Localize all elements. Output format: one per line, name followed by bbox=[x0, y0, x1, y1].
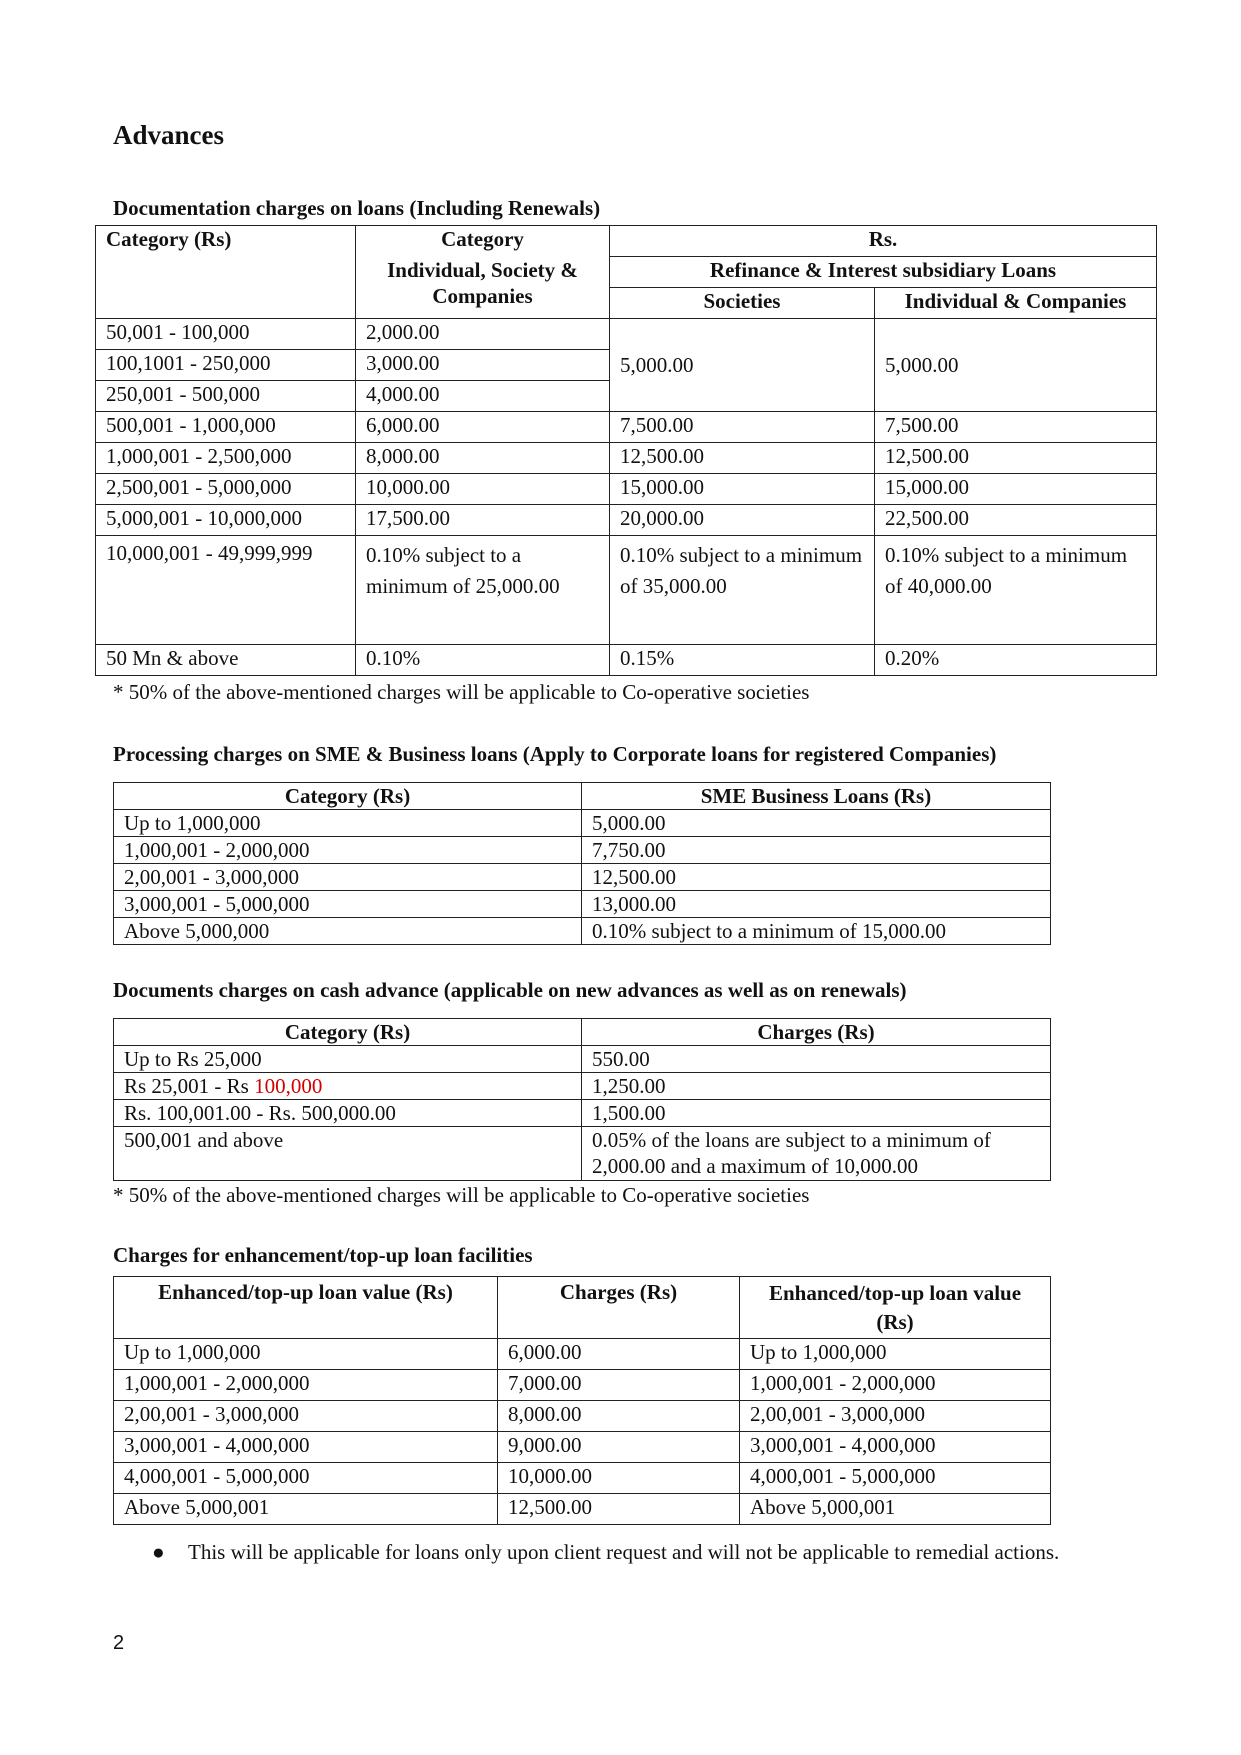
header-enhanced-value-2: Enhanced/top-up loan value (Rs) bbox=[740, 1277, 1051, 1339]
charge-cell: 7,750.00 bbox=[582, 837, 1051, 864]
header-individual-society-companies: Individual, Society & Companies bbox=[356, 257, 610, 319]
table-row bbox=[96, 505, 1157, 536]
table-row bbox=[114, 1432, 1051, 1463]
header-charges-rs: Charges (Rs) bbox=[582, 1019, 1051, 1046]
table-row bbox=[114, 864, 1051, 891]
value-cell: Above 5,000,001 bbox=[740, 1494, 1051, 1525]
value-cell: Up to 1,000,000 bbox=[740, 1339, 1051, 1370]
societies-merged-cell: 5,000.00 bbox=[610, 319, 875, 412]
value-cell: 3,000,001 - 4,000,000 bbox=[740, 1432, 1051, 1463]
header-sme-business-loans: SME Business Loans (Rs) bbox=[582, 783, 1051, 810]
societies-cell: 15,000.00 bbox=[610, 474, 875, 505]
societies-cell: 0.10% subject to a minimum of 35,000.00 bbox=[610, 536, 875, 645]
processing-charges-title: Processing charges on SME & Business loans (Apply to Corporate loans for registered Companies) bbox=[113, 742, 997, 766]
header-individual-companies: Individual & Companies bbox=[875, 288, 1157, 319]
charge-cell: 12,500.00 bbox=[498, 1494, 740, 1525]
charge-cell: 9,000.00 bbox=[498, 1432, 740, 1463]
page-number: 2 bbox=[113, 1632, 125, 1654]
documentation-charges-table bbox=[95, 225, 1157, 676]
charge-cell: 13,000.00 bbox=[582, 891, 1051, 918]
individual-cell: 10,000.00 bbox=[356, 474, 610, 505]
value-cell: 1,000,001 - 2,000,000 bbox=[114, 1370, 498, 1401]
processing-charges-table bbox=[113, 782, 1051, 945]
table-row bbox=[114, 1370, 1051, 1401]
companies-cell: 12,500.00 bbox=[875, 443, 1157, 474]
value-cell: 2,00,001 - 3,000,000 bbox=[114, 1401, 498, 1432]
header-enhanced-value: Enhanced/top-up loan value (Rs) bbox=[114, 1277, 498, 1339]
societies-cell: 7,500.00 bbox=[610, 412, 875, 443]
category-cell: Above 5,000,000 bbox=[114, 918, 582, 945]
charge-cell: 1,250.00 bbox=[582, 1073, 1051, 1100]
table-row bbox=[114, 1463, 1051, 1494]
charge-cell: 550.00 bbox=[582, 1046, 1051, 1073]
table-row bbox=[96, 443, 1157, 474]
charge-cell: 7,000.00 bbox=[498, 1370, 740, 1401]
header-category-rs: Category (Rs) bbox=[114, 783, 582, 810]
companies-cell: 22,500.00 bbox=[875, 505, 1157, 536]
category-cell: Up to 1,000,000 bbox=[114, 810, 582, 837]
charge-cell: 5,000.00 bbox=[582, 810, 1051, 837]
category-cell: 1,000,001 - 2,000,000 bbox=[114, 837, 582, 864]
category-cell: 3,000,001 - 5,000,000 bbox=[114, 891, 582, 918]
table-row bbox=[96, 536, 1157, 645]
category-cell bbox=[114, 1073, 582, 1100]
enhancement-charges-table bbox=[113, 1276, 1051, 1525]
bullet-dot-icon: ● bbox=[152, 1540, 165, 1564]
value-cell: 2,00,001 - 3,000,000 bbox=[740, 1401, 1051, 1432]
category-cell: 2,00,001 - 3,000,000 bbox=[114, 864, 582, 891]
header-societies: Societies bbox=[610, 288, 875, 319]
individual-cell: 3,000.00 bbox=[356, 350, 610, 381]
cash-advance-title: Documents charges on cash advance (applicable on new advances as well as on renewals) bbox=[113, 978, 907, 1002]
individual-cell: 0.10% subject to a minimum of 25,000.00 bbox=[356, 536, 610, 645]
category-cell: Rs. 100,001.00 - Rs. 500,000.00 bbox=[114, 1100, 582, 1127]
charge-cell: 0.10% subject to a minimum of 15,000.00 bbox=[582, 918, 1051, 945]
charge-cell: 1,500.00 bbox=[582, 1100, 1051, 1127]
documentation-note: * 50% of the above-mentioned charges will be applicable to Co-operative societies bbox=[113, 680, 810, 704]
table-row bbox=[96, 412, 1157, 443]
value-cell: 4,000,001 - 5,000,000 bbox=[114, 1463, 498, 1494]
table-row bbox=[114, 1127, 1051, 1181]
societies-cell: 0.15% bbox=[610, 645, 875, 676]
table-row bbox=[114, 1401, 1051, 1432]
individual-cell: 6,000.00 bbox=[356, 412, 610, 443]
range-cell: 1,000,001 - 2,500,000 bbox=[96, 443, 356, 474]
charge-cell: 6,000.00 bbox=[498, 1339, 740, 1370]
range-cell: 5,000,001 - 10,000,000 bbox=[96, 505, 356, 536]
individual-cell: 8,000.00 bbox=[356, 443, 610, 474]
value-cell: 1,000,001 - 2,000,000 bbox=[740, 1370, 1051, 1401]
table-row bbox=[114, 1100, 1051, 1127]
value-cell: Up to 1,000,000 bbox=[114, 1339, 498, 1370]
category-cell: 500,001 and above bbox=[114, 1127, 582, 1181]
enhancement-charges-title: Charges for enhancement/top-up loan facilities bbox=[113, 1243, 533, 1267]
range-cell: 10,000,001 - 49,999,999 bbox=[96, 536, 356, 645]
category-cell: Up to Rs 25,000 bbox=[114, 1046, 582, 1073]
societies-cell: 12,500.00 bbox=[610, 443, 875, 474]
range-cell: 50 Mn & above bbox=[96, 645, 356, 676]
companies-merged-cell: 5,000.00 bbox=[875, 319, 1157, 412]
companies-cell: 0.20% bbox=[875, 645, 1157, 676]
table-row bbox=[114, 1073, 1051, 1100]
header-category-rs: Category (Rs) bbox=[96, 226, 356, 319]
value-cell: Above 5,000,001 bbox=[114, 1494, 498, 1525]
cash-advance-note: * 50% of the above-mentioned charges will be applicable to Co-operative societies bbox=[113, 1183, 810, 1207]
bullet-text: This will be applicable for loans only upon client request and will not be applicable to remedial actions. bbox=[188, 1540, 1060, 1564]
range-cell: 2,500,001 - 5,000,000 bbox=[96, 474, 356, 505]
range-cell: 500,001 - 1,000,000 bbox=[96, 412, 356, 443]
table-row bbox=[114, 891, 1051, 918]
category-text: Rs 25,001 - Rs bbox=[124, 1074, 255, 1098]
individual-cell: 2,000.00 bbox=[356, 319, 610, 350]
value-cell: 3,000,001 - 4,000,000 bbox=[114, 1432, 498, 1463]
category-highlight: 100,000 bbox=[254, 1074, 323, 1098]
charge-cell: 0.05% of the loans are subject to a minimum of 2,000.00 and a maximum of 10,000.00 bbox=[582, 1127, 1051, 1181]
table-row bbox=[114, 1339, 1051, 1370]
companies-cell: 15,000.00 bbox=[875, 474, 1157, 505]
table-row bbox=[114, 837, 1051, 864]
table-row bbox=[96, 645, 1157, 676]
value-cell: 4,000,001 - 5,000,000 bbox=[740, 1463, 1051, 1494]
table-row bbox=[114, 918, 1051, 945]
table-row bbox=[114, 1046, 1051, 1073]
charge-cell: 12,500.00 bbox=[582, 864, 1051, 891]
table-row bbox=[96, 474, 1157, 505]
charge-cell: 10,000.00 bbox=[498, 1463, 740, 1494]
charge-cell: 8,000.00 bbox=[498, 1401, 740, 1432]
individual-cell: 4,000.00 bbox=[356, 381, 610, 412]
range-cell: 50,001 - 100,000 bbox=[96, 319, 356, 350]
header-category: Category bbox=[356, 226, 610, 257]
header-rs: Rs. bbox=[610, 226, 1157, 257]
table-row bbox=[114, 1494, 1051, 1525]
individual-cell: 17,500.00 bbox=[356, 505, 610, 536]
range-cell: 250,001 - 500,000 bbox=[96, 381, 356, 412]
documentation-charges-title: Documentation charges on loans (Including Renewals) bbox=[113, 196, 601, 220]
range-cell: 100,1001 - 250,000 bbox=[96, 350, 356, 381]
table-row bbox=[114, 810, 1051, 837]
individual-cell: 0.10% bbox=[356, 645, 610, 676]
header-charges-rs: Charges (Rs) bbox=[498, 1277, 740, 1339]
header-category-rs: Category (Rs) bbox=[114, 1019, 582, 1046]
cash-advance-table bbox=[113, 1018, 1051, 1181]
header-refinance: Refinance & Interest subsidiary Loans bbox=[610, 257, 1157, 288]
companies-cell: 0.10% subject to a minimum of 40,000.00 bbox=[875, 536, 1157, 645]
societies-cell: 20,000.00 bbox=[610, 505, 875, 536]
table-row bbox=[96, 319, 1157, 350]
page-heading: Advances bbox=[113, 120, 225, 150]
companies-cell: 7,500.00 bbox=[875, 412, 1157, 443]
